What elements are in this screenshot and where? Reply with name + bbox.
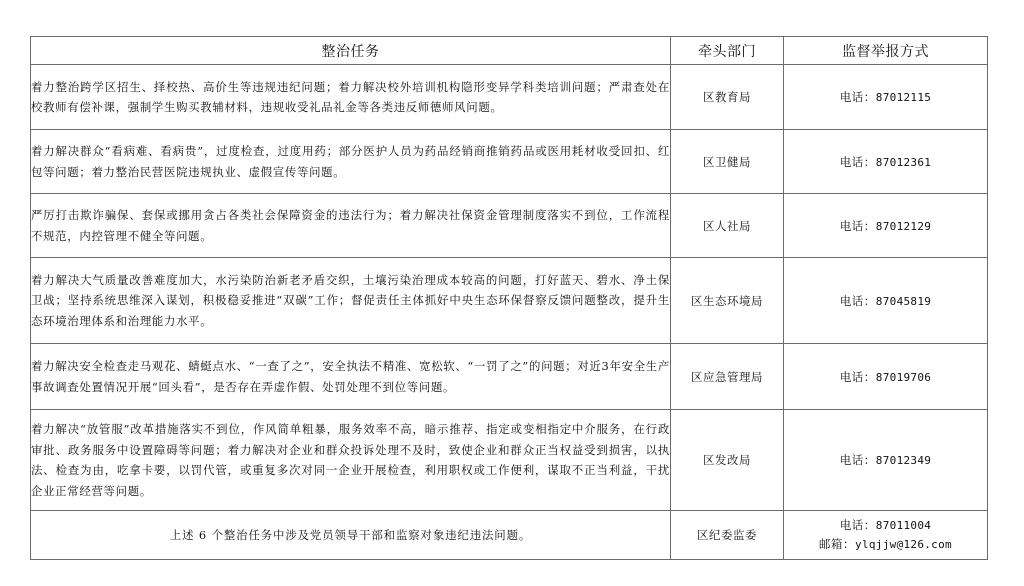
table-header-row [31, 37, 988, 65]
table-row [31, 258, 988, 344]
phone-number: 87012361 [875, 155, 932, 169]
department-cell: 区生态环境局 [671, 258, 784, 344]
table-row [31, 194, 988, 258]
summary-email-line [784, 535, 987, 554]
phone-label: 电话： [839, 90, 876, 104]
phone-label: 电话： [839, 518, 876, 532]
report-cell [784, 258, 988, 344]
phone-number: 87012349 [875, 454, 932, 467]
table-row [31, 130, 988, 194]
email-label: 邮箱： [819, 537, 856, 551]
phone-number: 87011004 [875, 519, 932, 532]
summary-task-cell: 上述 6 个整治任务中涉及党员领导干部和监察对象违纪违法问题。 [31, 511, 671, 560]
table-row [31, 410, 988, 511]
summary-row [31, 511, 988, 560]
report-cell [784, 65, 988, 130]
email-address: ylqjjw@126.com [855, 538, 952, 551]
phone-number: 87012115 [875, 91, 932, 104]
header-task: 整治任务 [31, 37, 671, 65]
phone-label: 电话： [839, 154, 876, 169]
department-cell: 区人社局 [671, 194, 784, 258]
department-cell: 区教育局 [671, 65, 784, 130]
report-cell [784, 130, 988, 194]
summary-report-cell [784, 511, 988, 560]
phone-label: 电话： [839, 218, 876, 233]
summary-phone-line [784, 516, 987, 535]
task-cell: 严厉打击欺诈骗保、套保或挪用贪占各类社会保障资金的违法行为；着力解决社保资金管理制度落实不到位，工作流程不规范，内控管理不健全等问题。 [31, 194, 671, 258]
table-row [31, 65, 988, 130]
rectification-tasks-table [30, 36, 988, 560]
phone-label: 电话： [839, 369, 876, 384]
task-cell: 着力解决群众“看病难、看病贵”，过度检查，过度用药；部分医护人员为药品经销商推销药品或医用耗材收受回扣、红包等问题；着力整治民营医院违规执业、虚假宣传等问题。 [31, 130, 671, 194]
header-lead-department: 牵头部门 [671, 37, 784, 65]
task-cell: 着力解决安全检查走马观花、蜻蜓点水、“一查了之”，安全执法不精准、宽松软、“一罚了之”的问题；对近3年安全生产事故调查处置情况开展“回头看”，是否存在弄虚作假、处罚处理不到位等问题。 [31, 344, 671, 410]
phone-number: 87045819 [875, 294, 932, 308]
report-cell [784, 410, 988, 511]
department-cell: 区卫健局 [671, 130, 784, 194]
summary-department-cell: 区纪委监委 [671, 511, 784, 560]
header-report-method: 监督举报方式 [784, 37, 988, 65]
department-cell: 区应急管理局 [671, 344, 784, 410]
department-cell: 区发改局 [671, 410, 784, 511]
table-row [31, 344, 988, 410]
report-cell [784, 194, 988, 258]
phone-number: 87012129 [875, 219, 932, 233]
phone-label: 电话： [839, 293, 876, 308]
task-cell: 着力整治跨学区招生、择校热、高价生等违规违纪问题；着力解决校外培训机构隐形变异学科类培训问题；严肃查处在校教师有偿补课，强制学生购买教辅材料，违规收受礼品礼金等各类违反师德师风问题。 [31, 65, 671, 130]
phone-label: 电话： [839, 453, 876, 467]
phone-number: 87019706 [875, 370, 932, 384]
report-cell [784, 344, 988, 410]
task-cell: 着力解决大气质量改善难度加大，水污染防治新老矛盾交织，土壤污染治理成本较高的问题，打好蓝天、碧水、净土保卫战；坚持系统思维深入谋划，积极稳妥推进“双碳”工作；督促责任主体抓好中央生态环保督察反馈问题整改，提升生态环境治理体系和治理能力水平。 [31, 258, 671, 344]
task-cell: 着力解决“放管服”改革措施落实不到位，作风简单粗暴，服务效率不高，暗示推荐、指定或变相指定中介服务，在行政审批、政务服务中设置障碍等问题；着力解决对企业和群众投诉处理不及时，致使企业和群众正当权益受到损害，以执法、检查为由，吃拿卡要，以罚代管，或重复多次对同一企业开展检查，利用职权或工作便利，谋取不正当利益，干扰企业正常经营等问题。 [31, 410, 671, 511]
